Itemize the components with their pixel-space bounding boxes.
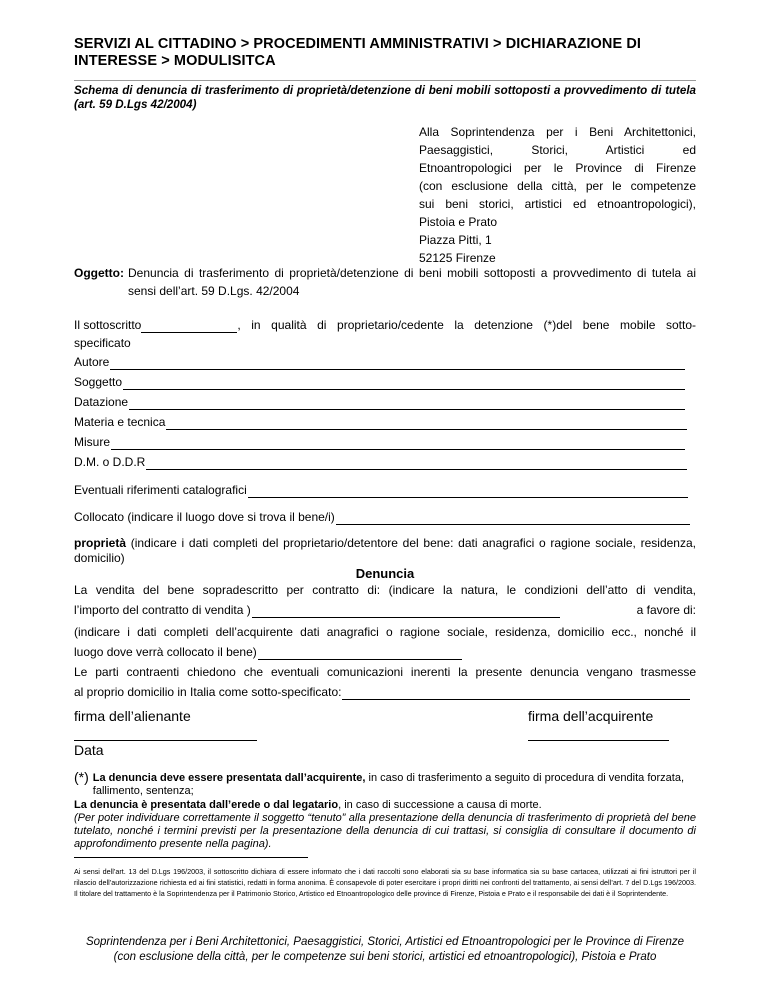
breadcrumb: SERVIZI AL CITTADINO > PROCEDIMENTI AMMINISTRATIVI > DICHIARAZIONE DI INTERESSE > MODULISITCA	[74, 36, 642, 69]
field-label: Collocato (indicare il luogo dove si trova il bene/i)	[74, 510, 335, 524]
field-underline	[336, 513, 690, 525]
footnote-italic: (Per poter individuare correttamente il soggetto “tenuto” alla presentazione della denuncia di trasferimento di proprietà del bene tutelato, nonché i termini previsti per la presentazione della denuncia di cui trattasi, si consiglia di consultare il documento di approfondimento presente nella pagina).	[74, 812, 696, 850]
ownership-block	[74, 536, 696, 566]
field-underline	[248, 486, 688, 498]
subject-block	[74, 264, 696, 300]
privacy-notice: Ai sensi dell’art. 13 del D.Lgs 196/2003, il sottoscritto dichiara di essere informato che i dati raccolti sono elaborati sia su base informatica sia su base cartacea, utilizzati ai fini istruttori per il rilascio dell’autorizzazione richiesta ed ai fini statistici, redatti in forma anonima. È consapevole di poter esercitare i propri diritti nei confronti del trattamento, ai sensi dell’art. 7 del D.Lgs 196/2003. Il titolare del trattamento è la Soprintendenza per il Patrimonio Storico, Artistico ed Etnoantropologico delle province di Firenze, Pistoia e Prato e il responsabile dei dati è il Soprintendente.	[74, 867, 696, 898]
measures-field[interactable]	[74, 435, 685, 450]
author-field[interactable]	[74, 355, 685, 370]
field-label: Materia e tecnica	[74, 415, 166, 429]
seller-signature-field[interactable]	[74, 740, 257, 741]
catalog-references-field[interactable]	[74, 483, 688, 498]
footnote-text: , in caso di successione a causa di morte.	[338, 799, 542, 811]
denuncia-text: al proprio domicilio in Italia come sotto-specificato:	[74, 685, 342, 699]
location-field[interactable]	[74, 510, 690, 525]
footnote-separator	[74, 857, 308, 858]
denuncia-text: a favore di:	[636, 603, 696, 617]
recipient-line: sui beni storici, artistici ed etnoantropologici),	[419, 197, 696, 211]
recipient-line: Etnoantropologici per le Province di Firenze	[419, 161, 696, 175]
field-label: Eventuali riferimenti catalografici	[74, 483, 247, 497]
denuncia-text: luogo dove verrà collocato il bene)	[74, 645, 257, 659]
denuncia-text: l’importo del contratto di vendita )	[74, 603, 251, 617]
intro-line	[74, 318, 696, 333]
footnote	[74, 770, 696, 798]
field-underline	[166, 418, 687, 430]
footer-line: Soprintendenza per i Beni Architettonici, Paesaggistici, Storici, Artistici ed Etnoantropologici per le Province di Firenze	[85, 936, 685, 948]
contract-amount-line	[74, 603, 696, 618]
footer-line: (con esclusione della città, per le competenze sui beni storici, artistici ed etnoantropologici), Pistoia e Prato	[113, 951, 657, 963]
recipient-line: Piazza Pitti, 1	[419, 233, 492, 247]
footnote-bold: La denuncia è presentata dall’erede o dal legatario	[74, 799, 339, 811]
field-label: Soggetto	[74, 375, 123, 389]
field-label: Autore	[74, 355, 110, 369]
contract-amount-field[interactable]	[252, 606, 560, 618]
buyer-signature-label: firma dell’acquirente	[528, 708, 654, 724]
date-field[interactable]	[74, 395, 685, 410]
seller-signature-label: firma dell’alienante	[74, 708, 191, 724]
denuncia-line: (indicare i dati completi dell’acquirente dati anagrafici o ragione sociale, residenza, domicilio ecc., nonché il	[74, 625, 696, 639]
intro-continuation: specificato	[74, 336, 131, 350]
subject-field[interactable]	[74, 375, 685, 390]
date-label: Data	[74, 742, 104, 758]
buyer-line	[74, 645, 696, 660]
buyer-location-field[interactable]	[258, 648, 462, 660]
footnote-continued	[74, 799, 696, 812]
intro-text: , in qualità di proprietario/cedente la detenzione (*)del bene mobile sotto-	[237, 318, 696, 332]
field-label: D.M. o D.D.R	[74, 455, 146, 469]
field-underline	[110, 358, 685, 370]
buyer-signature-field[interactable]	[528, 740, 669, 741]
denuncia-title: Denuncia	[355, 566, 415, 581]
field-underline	[123, 378, 685, 390]
subject-label: Oggetto:	[74, 266, 124, 280]
recipient-address	[419, 123, 696, 267]
field-underline	[111, 438, 685, 450]
field-underline	[129, 398, 685, 410]
footnote-text: in caso di trasferimento a seguito di procedura di vendita forzata, fallimento, sentenza;	[92, 772, 685, 797]
footnote-bold: La denuncia deve essere presentata dall’acquirente,	[92, 772, 366, 784]
denuncia-line: Le parti contraenti chiedono che eventuali comunicazioni inerenti la presente denuncia vengano trasmesse	[74, 665, 696, 679]
field-label: Misure	[74, 435, 111, 449]
field-underline	[146, 458, 687, 470]
footnote-marker: (*)	[74, 769, 89, 785]
ownership-label: proprietà	[74, 536, 127, 550]
recipient-line: Alla Soprintendenza per i Beni Architettonici,	[419, 125, 696, 139]
page-footer	[74, 935, 696, 965]
recipient-line: Pistoia e Prato	[419, 215, 498, 229]
denuncia-line: La vendita del bene sopradescritto per contratto di: (indicare la natura, le condizioni dell’atto di vendita,	[74, 583, 696, 597]
decree-field[interactable]	[74, 455, 687, 470]
document-subtitle: Schema di denuncia di trasferimento di proprietà/detenzione di beni mobili sottoposti a provvedimento di tutela (art. 59 D.Lgs 42/2004)	[74, 84, 696, 111]
name-field[interactable]	[141, 321, 237, 333]
recipient-line: 52125 Firenze	[419, 251, 496, 265]
recipient-line: (con esclusione della città, per le competenze	[419, 179, 696, 193]
recipient-line: Paesaggistici, Storici, Artistici ed	[419, 143, 696, 157]
header-divider	[74, 80, 696, 81]
material-field[interactable]	[74, 415, 687, 430]
intro-label: Il sottoscritto	[74, 318, 142, 332]
ownership-text: (indicare i dati completi del proprietario/detentore del bene: dati anagrafici o ragione sociale, residenza, domicilio)	[74, 536, 696, 565]
subject-text: Denuncia di trasferimento di proprietà/detenzione di beni mobili sottoposti a provvedimento di tutela ai sensi dell’art. 59 D.Lgs. 42/2004	[128, 266, 696, 298]
domicile-line	[74, 685, 690, 700]
domicile-field[interactable]	[342, 688, 690, 700]
field-label: Datazione	[74, 395, 129, 409]
